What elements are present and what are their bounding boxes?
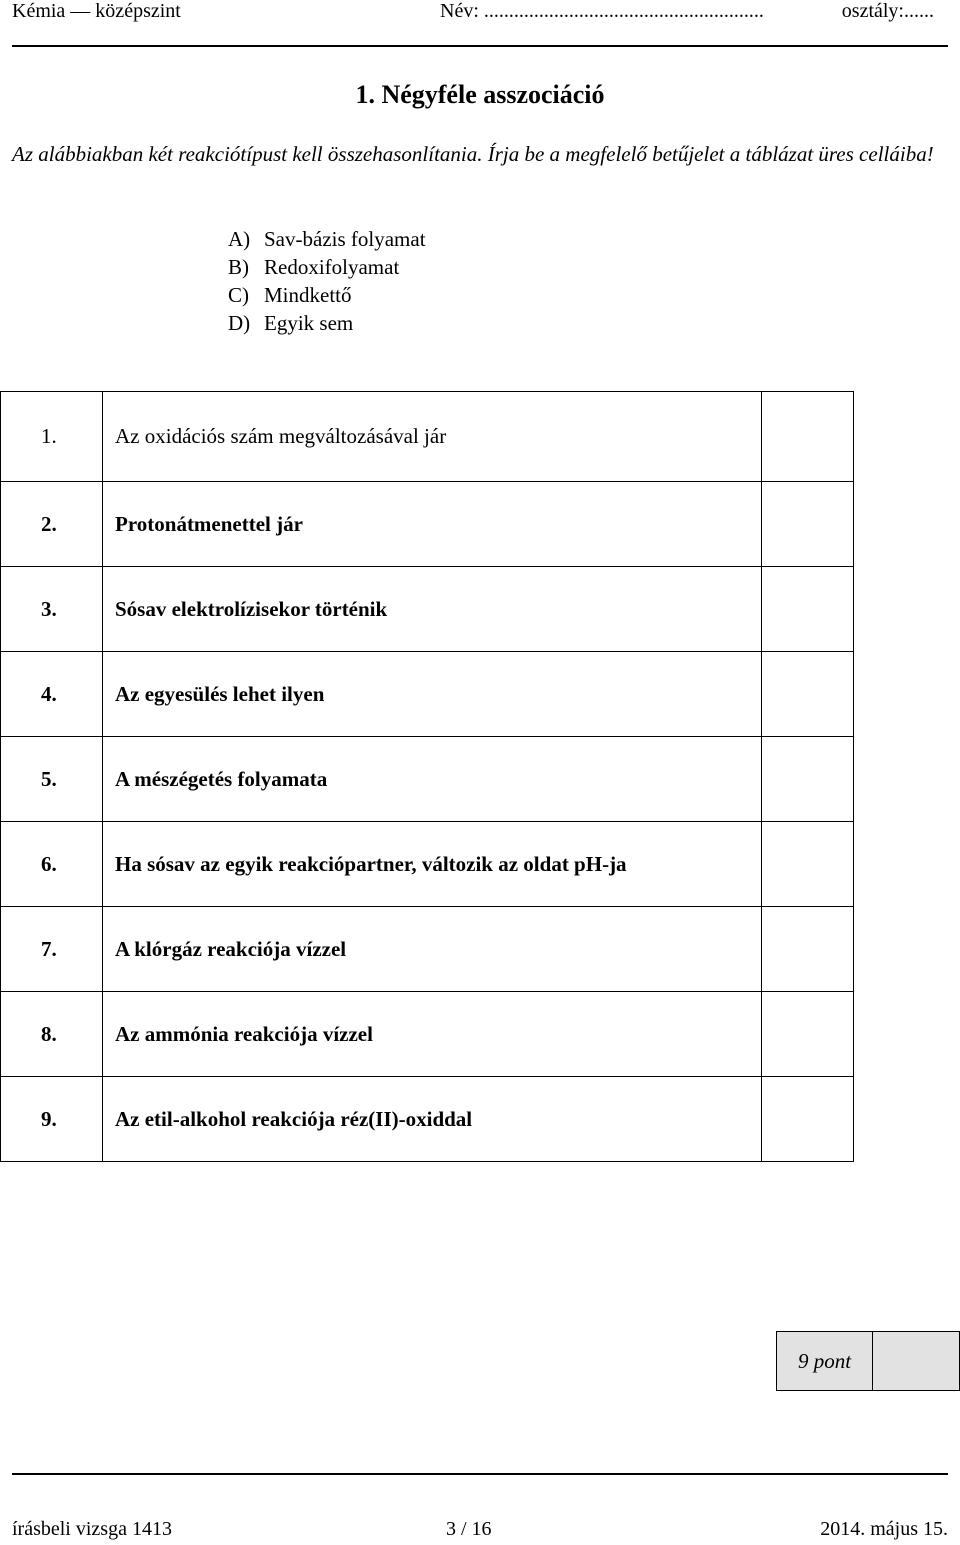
table-row [1, 907, 854, 992]
task-instruction: Az alábbiakban két reakciótípust kell összehasonlítania. Írja be a megfelelő betűjelet a táblázat üres celláiba! [12, 142, 934, 166]
option-text: Egyik sem [264, 311, 354, 335]
answer-cell[interactable] [762, 1077, 854, 1162]
answer-cell[interactable] [762, 822, 854, 907]
question-text: Ha sósav az egyik reakciópartner, változik az oldat pH-ja [103, 822, 762, 907]
question-text: Az egyesülés lehet ilyen [103, 652, 762, 737]
answer-cell[interactable] [762, 652, 854, 737]
question-text: Az ammónia reakciója vízzel [103, 992, 762, 1077]
table-row [1, 737, 854, 822]
option-letter: A) [228, 227, 251, 251]
table-row [1, 567, 854, 652]
footer-date: 2014. május 15. [820, 1518, 948, 1540]
option-text: Redoxifolyamat [264, 255, 400, 279]
footer-exam-id: írásbeli vizsga 1413 [12, 1518, 172, 1540]
option-text: Mindkettő [264, 283, 352, 307]
answer-cell[interactable] [762, 992, 854, 1077]
option-a [228, 225, 426, 253]
question-number: 8. [1, 992, 103, 1077]
question-text: Sósav elektrolízisekor történik [103, 567, 762, 652]
question-text: A klórgáz reakciója vízzel [103, 907, 762, 992]
option-letter: C) [228, 283, 249, 307]
header-subject: Kémia — középszint [12, 0, 181, 22]
header-class-field: osztály:...... [841, 0, 934, 22]
score-input-cell[interactable] [873, 1332, 960, 1391]
header-name-field: Név: ........................................................ [440, 0, 764, 22]
score-box [776, 1331, 960, 1391]
footer-page-number: 3 / 16 [446, 1518, 492, 1540]
option-c [228, 281, 426, 309]
table-row [1, 652, 854, 737]
question-table [0, 391, 854, 1162]
option-letter: B) [228, 255, 249, 279]
task-title: 1. Négyféle asszociáció [355, 80, 605, 109]
answer-cell[interactable] [762, 737, 854, 822]
question-number: 6. [1, 822, 103, 907]
page-footer [12, 1518, 948, 1544]
question-number: 4. [1, 652, 103, 737]
answer-cell[interactable] [762, 567, 854, 652]
option-b [228, 253, 426, 281]
answer-cell[interactable] [762, 392, 854, 482]
option-text: Sav-bázis folyamat [264, 227, 426, 251]
question-text: Protonátmenettel jár [103, 482, 762, 567]
page-header [12, 0, 948, 30]
table-row [1, 482, 854, 567]
answer-cell[interactable] [762, 907, 854, 992]
question-number: 7. [1, 907, 103, 992]
question-number: 3. [1, 567, 103, 652]
question-number: 1. [1, 392, 103, 482]
question-text: Az etil-alkohol reakciója réz(II)-oxiddal [103, 1077, 762, 1162]
answer-cell[interactable] [762, 482, 854, 567]
footer-divider [12, 1473, 948, 1475]
question-text: Az oxidációs szám megváltozásával jár [103, 392, 762, 482]
header-divider [12, 45, 948, 47]
table-row [1, 1077, 854, 1162]
table-row [1, 392, 854, 482]
question-number: 2. [1, 482, 103, 567]
table-row [1, 992, 854, 1077]
option-letter: D) [228, 311, 251, 335]
table-row [1, 822, 854, 907]
question-text: A mészégetés folyamata [103, 737, 762, 822]
answer-options [228, 225, 426, 337]
question-number: 5. [1, 737, 103, 822]
score-label: 9 pont [777, 1332, 873, 1391]
question-number: 9. [1, 1077, 103, 1162]
option-d [228, 309, 426, 337]
